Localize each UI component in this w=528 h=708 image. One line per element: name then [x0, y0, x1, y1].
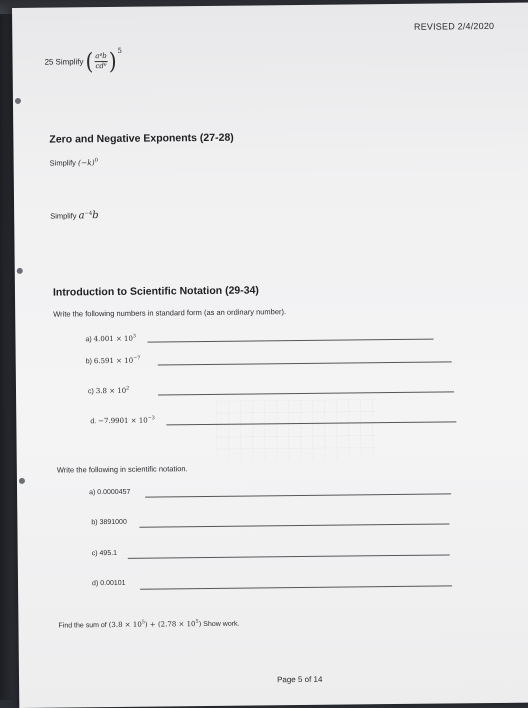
item-label: a) [89, 489, 96, 497]
worksheet-page [12, 3, 528, 708]
standard-item-b [86, 357, 141, 366]
item-label: d. [90, 418, 97, 426]
a-base: a [78, 210, 85, 222]
fraction-numerator: a⁴b [94, 53, 108, 62]
a-exponent: −4 [84, 210, 93, 217]
neg-k-exponent: 0 [94, 157, 99, 164]
item-exponent: −3 [147, 415, 155, 422]
item-exponent: 3 [132, 333, 137, 340]
answer-line-sci-b[interactable] [139, 523, 449, 527]
answer-line-sci-c[interactable] [128, 554, 450, 558]
sci-item-c [92, 550, 117, 557]
fraction-exponent: 5 [117, 46, 122, 55]
sum-term-1: (3.8 × 10 [108, 620, 142, 630]
sum-close: ) [198, 620, 202, 629]
answer-line-standard-a[interactable] [148, 339, 434, 343]
section-title-scientific-notation: Introduction to Scientific Notation (29-34) [52, 284, 259, 299]
item-label: b) [85, 358, 92, 366]
item-label: d) [91, 580, 99, 588]
page-number: Page 5 of 14 [277, 674, 323, 685]
simplify-neg-k [50, 158, 98, 168]
sci-item-a [89, 489, 130, 496]
item-mantissa: 3.8 × 10 [95, 386, 127, 396]
sci-item-d [92, 580, 126, 587]
question-label: Simplify [55, 56, 84, 67]
question-number: 25 [44, 57, 54, 67]
item-label: a) [85, 336, 92, 344]
standard-item-c [88, 387, 129, 395]
sum-prefix: Find the sum of [58, 622, 107, 630]
item-label: c) [91, 550, 98, 558]
item-mantissa: 4.001 × 10 [93, 334, 133, 344]
item-exponent: −7 [133, 355, 141, 362]
b-term: b [92, 210, 99, 222]
sum-suffix: Show work. [203, 620, 240, 629]
item-value: 0.0000457 [97, 488, 131, 497]
fraction-expression: ( $\frac{\text{a⁴b}}{\text{cd⁶}}$ ) 5 [85, 46, 122, 76]
section-title-zero-negative: Zero and Negative Exponents (27-28) [49, 131, 234, 146]
sum-term-2: ) + (2.78 × 10 [144, 620, 196, 629]
sum-exponent-1: 5 [141, 619, 145, 626]
answer-line-sci-a[interactable] [145, 493, 451, 497]
simplify-a-b [50, 210, 99, 222]
instruction-scientific: Write the following in scientific notation. [56, 464, 188, 475]
sci-item-b [91, 519, 127, 526]
revised-date: REVISED 2/4/2020 [413, 20, 495, 32]
answer-line-sci-d[interactable] [140, 585, 452, 589]
item-value: 495.1 [99, 549, 118, 558]
simplify-label: Simplify [50, 211, 77, 221]
instruction-standard-form: Write the following numbers in standard form (as an ordinary number). [53, 307, 287, 319]
item-exponent: 2 [126, 385, 130, 392]
item-value: 3891000 [99, 518, 127, 527]
item-label: b) [91, 519, 98, 527]
sum-question [58, 620, 239, 630]
standard-item-d [90, 417, 155, 426]
answer-line-standard-b[interactable] [158, 361, 452, 365]
item-mantissa: 6.591 × 10 [93, 356, 134, 366]
item-value: 0.00101 [100, 579, 126, 588]
answer-line-standard-c[interactable] [158, 391, 454, 395]
item-label: c) [87, 388, 94, 396]
question-25 [44, 46, 122, 76]
item-mantissa: −7.9901 × 10 [98, 416, 148, 426]
sum-exponent-2: 5 [195, 618, 199, 625]
standard-item-a [85, 335, 136, 344]
simplify-label: Simplify [49, 158, 76, 168]
neg-k-expression: (−k) [77, 158, 95, 168]
fraction-denominator: cd⁶ [95, 61, 107, 70]
show-through-grid [216, 399, 377, 461]
